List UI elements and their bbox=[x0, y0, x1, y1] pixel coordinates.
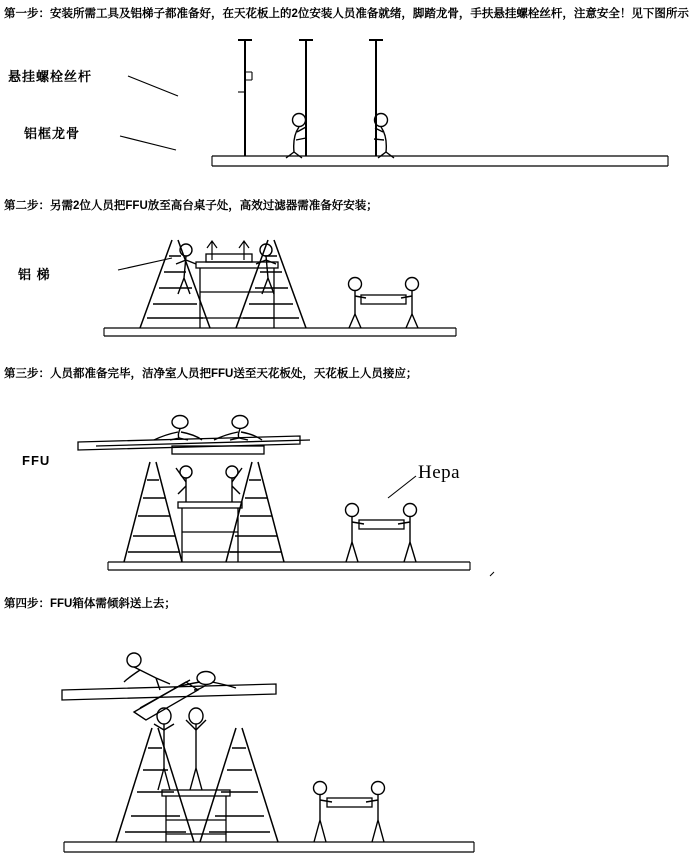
worker-ladder-left bbox=[176, 244, 196, 294]
table-worker-left bbox=[176, 466, 192, 502]
carrier-right-step3 bbox=[398, 504, 417, 563]
step-1-body: 安装所需工具及铝梯子都准备好，在天花板上的2位安装人员准备就绪，脚踏龙骨，手扶悬挂螺栓丝杆，注意安全！见下图所示 bbox=[50, 8, 689, 20]
figure-step-3 bbox=[0, 390, 700, 590]
carrier-right-step4 bbox=[366, 782, 385, 843]
floor-caps-step4 bbox=[64, 842, 474, 852]
figure-step-1 bbox=[0, 28, 700, 178]
step-2-heading: 第二步： bbox=[4, 200, 50, 212]
step-2-caption bbox=[4, 200, 378, 214]
up-arrows bbox=[207, 241, 249, 260]
step-4-body: FFU箱体需倾斜送上去； bbox=[50, 598, 176, 610]
carrier-left-step4 bbox=[314, 782, 333, 843]
floor-caps-step2 bbox=[104, 328, 456, 336]
step-1-heading: 第一步： bbox=[4, 8, 50, 20]
hepa-box-step3 bbox=[359, 520, 404, 529]
step-4-caption bbox=[4, 598, 176, 612]
ladder-right-step4 bbox=[200, 728, 278, 842]
worker-1 bbox=[286, 114, 306, 159]
step-3-heading: 第三步： bbox=[4, 368, 50, 380]
ceiling-worker-lying bbox=[124, 653, 170, 690]
rod-1-bracket bbox=[245, 72, 252, 80]
ffu-box-step4 bbox=[327, 798, 372, 807]
ladder-left-step3 bbox=[124, 462, 182, 562]
step-4-heading: 第四步： bbox=[4, 598, 50, 610]
figure-step-2 bbox=[0, 222, 700, 347]
corner-tick bbox=[490, 572, 494, 576]
figure-step-3-svg bbox=[0, 390, 700, 590]
figure-step-1-svg bbox=[0, 28, 700, 178]
label-hepa: Hepa bbox=[418, 462, 461, 483]
carrier-right bbox=[401, 278, 419, 329]
leader-line-hepa bbox=[388, 476, 416, 498]
ffu-box-step2 bbox=[361, 295, 406, 304]
label-suspension-bolt-rod: 悬挂螺栓丝杆 bbox=[8, 69, 93, 84]
leader-line-keel bbox=[120, 136, 176, 150]
ceiling-plank-step3 bbox=[78, 436, 310, 450]
figure-step-4 bbox=[0, 620, 700, 865]
step-3-caption bbox=[4, 368, 417, 382]
table-worker-right bbox=[226, 466, 242, 502]
worker-ladder-right bbox=[256, 244, 276, 294]
leader-line-bolt bbox=[128, 76, 178, 96]
step-2-body: 另需2位人员把FFU放至高台桌子处，高效过滤器需准备好安装； bbox=[50, 200, 378, 212]
step-1-caption bbox=[4, 8, 689, 22]
ceiling-worker-left bbox=[154, 416, 202, 441]
figure-step-2-svg bbox=[0, 222, 700, 347]
platform-table-step3 bbox=[178, 502, 242, 562]
figure-step-4-svg bbox=[0, 620, 700, 865]
ladder-left-step4 bbox=[116, 728, 194, 842]
carrier-left bbox=[349, 278, 367, 329]
label-aluminum-ladder: 铝 梯 bbox=[18, 267, 51, 282]
carrier-left-step3 bbox=[346, 504, 365, 563]
table-worker-left-step4 bbox=[154, 708, 174, 790]
ceiling-worker-right bbox=[214, 416, 262, 441]
table-worker-right-step4 bbox=[186, 708, 206, 790]
floor-caps-step3 bbox=[108, 562, 470, 570]
label-ffu: FFU bbox=[22, 453, 51, 468]
step-3-body: 人员都准备完毕，洁净室人员把FFU送至天花板处，天花板上人员接应； bbox=[50, 368, 418, 380]
label-aluminum-frame-keel: 铝框龙骨 bbox=[24, 126, 81, 141]
platform-table bbox=[196, 254, 278, 328]
